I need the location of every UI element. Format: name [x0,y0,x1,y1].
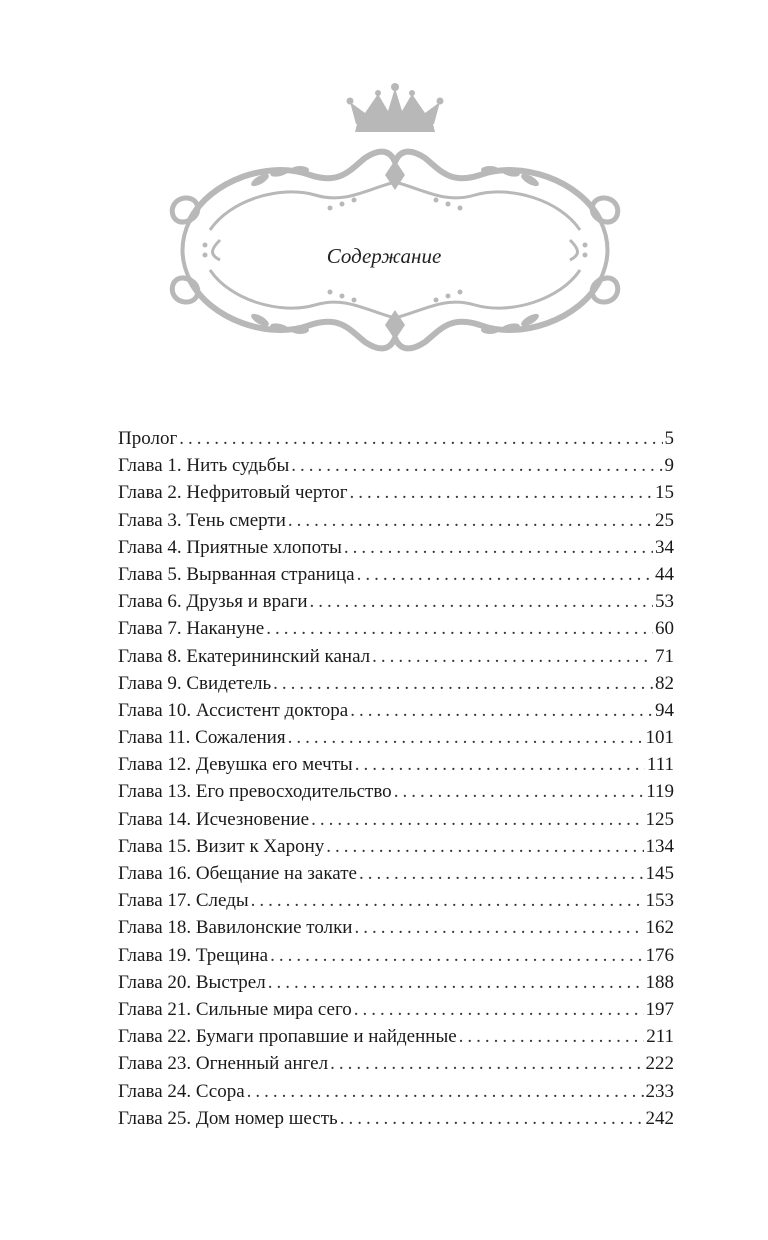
toc-entry-title: Глава 25. Дом номер шесть [118,1107,338,1129]
toc-entry-page: 111 [646,754,674,776]
toc-entry-title: Глава 7. Накануне [118,618,265,640]
toc-entry[interactable] [118,778,674,805]
toc-entry-page: 101 [645,727,674,749]
toc-entry-title: Глава 22. Бумаги пропавшие и найденные [118,1026,457,1048]
toc-entry-title: Глава 20. Выстрел [118,971,266,993]
toc-entry-page: 233 [645,1080,674,1102]
toc-leader-dots [266,615,653,642]
toc-entry-page: 94 [655,699,674,721]
toc-leader-dots [179,425,662,452]
toc-entry[interactable] [118,588,674,615]
toc-entry-title: Глава 23. Огненный ангел [118,1053,329,1075]
toc-entry-page: 162 [645,917,674,939]
toc-entry[interactable] [118,914,674,941]
toc-leader-dots [311,806,643,833]
toc-leader-dots [354,914,643,941]
toc-entry-page: 222 [645,1053,674,1075]
toc-entry-title: Глава 2. Нефритовый чертог [118,482,348,504]
toc-entry-page: 34 [655,536,674,558]
toc-entry-title: Глава 3. Тень смерти [118,509,286,531]
toc-leader-dots [326,833,643,860]
toc-entry[interactable] [118,643,674,670]
toc-entry-title: Глава 15. Визит к Харону [118,835,325,857]
ornamental-frame [150,80,640,400]
toc-leader-dots [310,588,653,615]
toc-entry-page: 25 [655,509,674,531]
toc-entry[interactable] [118,479,674,506]
toc-entry-title: Глава 6. Друзья и враги [118,591,308,613]
toc-leader-dots [247,1078,644,1105]
toc-entry-title: Глава 16. Обещание на закате [118,863,357,884]
toc-leader-dots [273,670,653,697]
toc-entry-page: 5 [664,428,674,449]
toc-entry-title: Глава 9. Свидетель [118,672,272,694]
toc-leader-dots [270,942,643,969]
toc-entry-title: Глава 5. Вырванная страница [118,563,355,585]
toc-entry[interactable] [118,452,674,479]
toc-entry[interactable] [118,1023,674,1050]
toc-entry-title: Глава 21. Сильные мира сего [118,998,352,1020]
toc-entry[interactable] [118,887,674,914]
toc-entry-title: Глава 8. Екатерининский канал [118,645,371,667]
toc-entry-title: Глава 12. Девушка его мечты [118,754,353,776]
toc-leader-dots [291,452,662,479]
toc-entry-page: 60 [655,618,674,640]
toc-entry-title: Глава 24. Ссора [118,1080,245,1102]
toc-entry[interactable] [118,833,674,860]
toc-entry-page: 176 [645,944,674,966]
crown-icon [347,83,444,132]
toc-entry-title: Глава 10. Ассистент доктора [118,699,349,721]
toc-entry-title: Пролог [118,428,178,449]
toc-entry-title: Глава 4. Приятные хлопоты [118,536,342,558]
toc-entry[interactable] [118,806,674,833]
toc-entry[interactable] [118,670,674,697]
toc-leader-dots [459,1023,645,1050]
toc-entry-page: 15 [655,482,674,504]
toc-leader-dots [350,697,653,724]
toc-leader-dots [268,969,644,996]
toc-entry-title: Глава 17. Следы [118,890,249,912]
table-of-contents [118,425,674,1132]
toc-leader-dots [357,561,653,588]
toc-entry-page: 188 [645,971,674,993]
toc-entry-page: 71 [655,645,674,667]
toc-leader-dots [350,479,653,506]
toc-entry[interactable] [118,615,674,642]
toc-entry-page: 44 [655,563,674,585]
toc-leader-dots [355,751,645,778]
toc-entry[interactable] [118,507,674,534]
toc-entry-page: 119 [646,781,674,803]
toc-leader-dots [288,724,644,751]
toc-entry[interactable] [118,1105,674,1132]
toc-entry[interactable] [118,969,674,996]
toc-entry-title: Глава 13. Его превосходительство [118,781,392,803]
toc-entry-title: Глава 14. Исчезновение [118,808,310,830]
toc-entry[interactable] [118,1050,674,1077]
toc-entry[interactable] [118,751,674,778]
crown-frame-ornament [150,80,640,400]
toc-leader-dots [340,1105,644,1132]
toc-entry[interactable] [118,697,674,724]
toc-entry-page: 9 [664,455,674,477]
toc-entry-title: Глава 19. Трещина [118,944,269,966]
toc-leader-dots [359,860,644,887]
toc-entry-page: 145 [645,863,674,884]
toc-entry-page: 134 [645,835,674,857]
toc-entry-title: Глава 18. Вавилонские толки [118,917,353,939]
toc-leader-dots [354,996,644,1023]
toc-entry[interactable] [118,860,674,887]
toc-entry-page: 211 [646,1026,674,1048]
toc-entry[interactable] [118,724,674,751]
toc-entry[interactable] [118,942,674,969]
toc-entry[interactable] [118,996,674,1023]
toc-entry-page: 242 [645,1107,674,1129]
toc-entry[interactable] [118,1078,674,1105]
toc-leader-dots [288,507,653,534]
toc-leader-dots [372,643,653,670]
toc-entry[interactable] [118,534,674,561]
toc-entry-page: 125 [645,808,674,830]
toc-entry-page: 82 [655,672,674,694]
toc-entry-page: 197 [645,998,674,1020]
page-title: Содержание [326,244,442,268]
toc-entry-title: Глава 11. Сожаления [118,727,286,749]
toc-leader-dots [251,887,644,914]
toc-entry-title: Глава 1. Нить судьбы [118,455,290,477]
toc-entry-page: 53 [655,591,674,613]
toc-leader-dots [394,778,645,805]
toc-leader-dots [330,1050,643,1077]
toc-entry[interactable] [118,561,674,588]
toc-entry[interactable] [118,425,674,452]
toc-entry-page: 153 [645,890,674,912]
toc-leader-dots [344,534,653,561]
